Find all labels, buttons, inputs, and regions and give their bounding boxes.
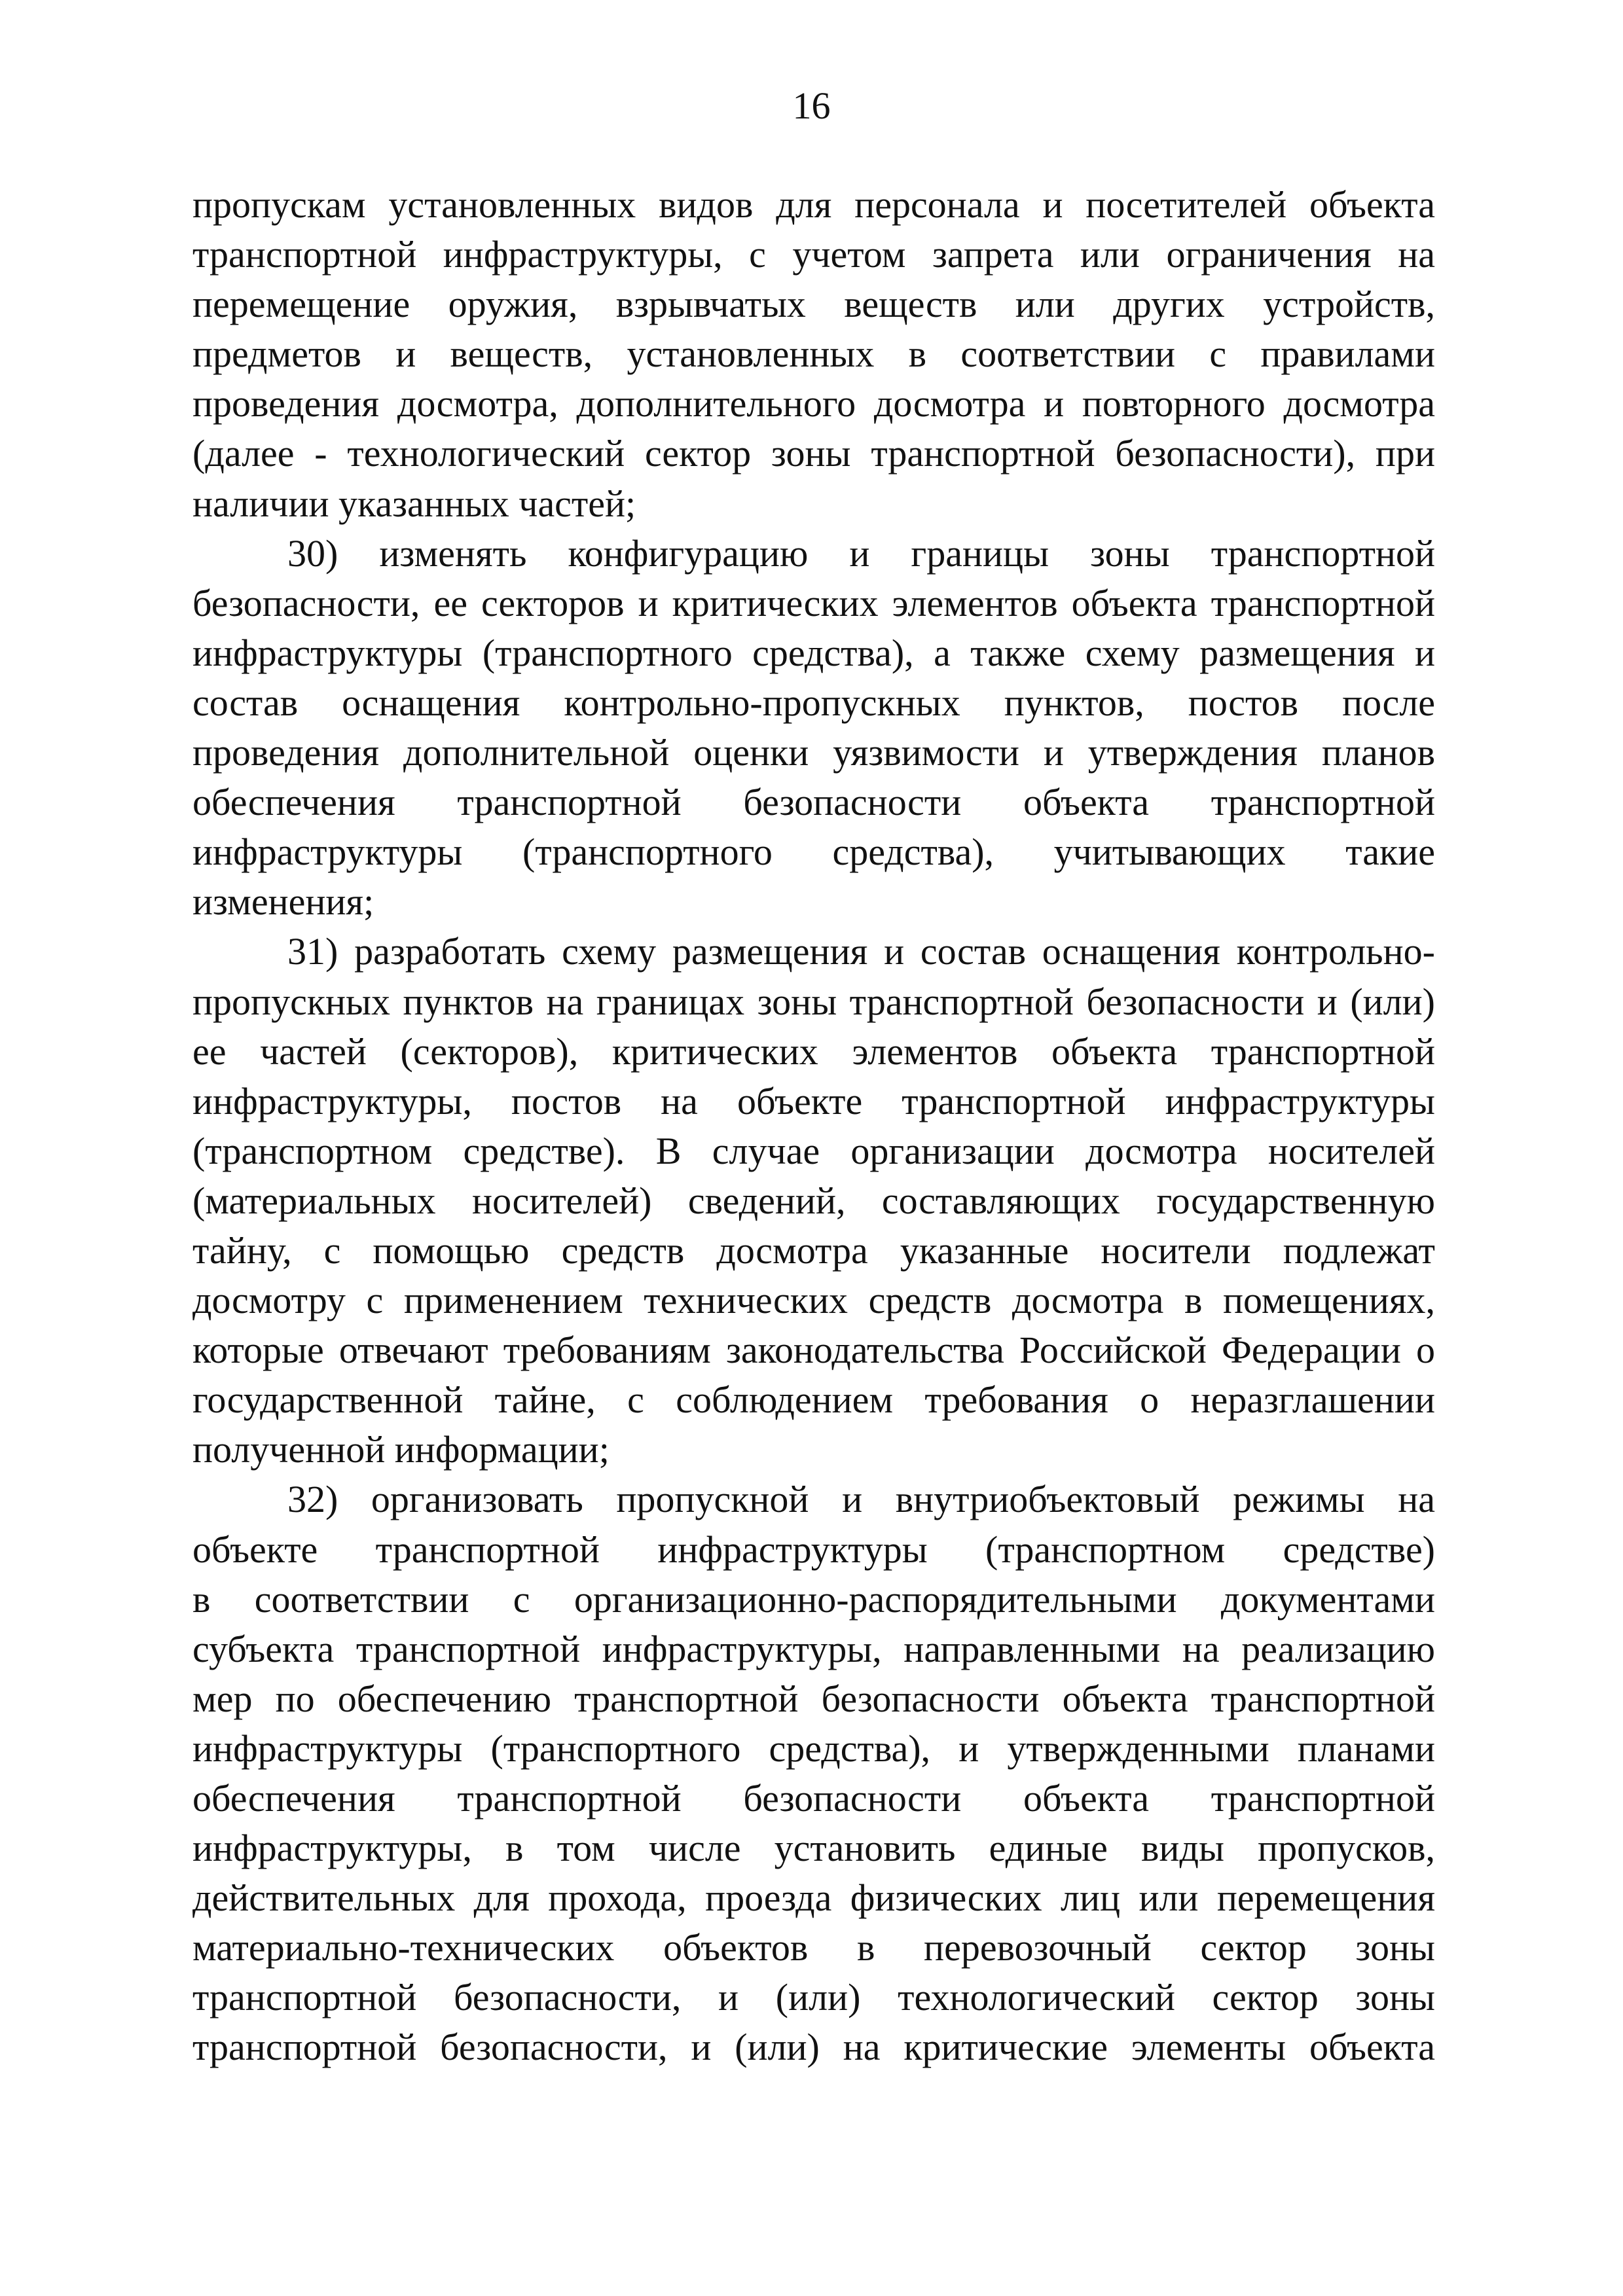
item-31-line: 31) разработать схему размещения и состав оснащения контрольно- [287, 930, 1435, 973]
page-number: 16 [792, 84, 831, 127]
text-line: транспортной безопасности, и (или) на критические элементы объекта [192, 2026, 1435, 2069]
text-line: транспортной инфраструктуры, с учетом запрета или ограничения на [192, 233, 1435, 276]
text-line: (материальных носителей) сведений, составляющих государственную [192, 1179, 1435, 1222]
text-line: проведения дополнительной оценки уязвимости и утверждения планов [192, 731, 1435, 774]
text-line: инфраструктуры (транспортного средства), а также схему размещения и [192, 631, 1435, 674]
text-line: наличии указанных частей; [192, 482, 636, 525]
text-line: состав оснащения контрольно-пропускных пунктов, постов после [192, 681, 1435, 724]
text-line: (далее - технологический сектор зоны транспортной безопасности), при [192, 432, 1435, 475]
item-32-line: 32) организовать пропускной и внутриобъектовый режимы на [287, 1478, 1435, 1521]
text-line: ее частей (секторов), критических элементов объекта транспортной [192, 1030, 1435, 1073]
text-line: субъекта транспортной инфраструктуры, направленными на реализацию [192, 1627, 1435, 1670]
text-line: безопасности, ее секторов и критических элементов объекта транспортной [192, 581, 1435, 624]
text-line: действительных для прохода, проезда физических лиц или перемещения [192, 1876, 1435, 1920]
text-line: пропускам установленных видов для персонала и посетителей объекта [192, 183, 1435, 226]
text-line: инфраструктуры, в том числе установить единые виды пропусков, [192, 1827, 1435, 1870]
text-line: инфраструктуры, постов на объекте транспортной инфраструктуры [192, 1079, 1435, 1122]
text-line: объекте транспортной инфраструктуры (транспортном средстве) [192, 1528, 1435, 1571]
text-line: инфраструктуры (транспортного средства), и утвержденными планами [192, 1727, 1435, 1770]
text-line: которые отвечают требованиям законодательства Российской Федерации о [192, 1329, 1435, 1372]
text-line: предметов и веществ, установленных в соответствии с правилами [192, 332, 1435, 376]
text-line: (транспортном средстве). В случае организации досмотра носителей [192, 1129, 1435, 1172]
text-line: проведения досмотра, дополнительного досмотра и повторного досмотра [192, 382, 1435, 425]
text-line: обеспечения транспортной безопасности объекта транспортной [192, 781, 1435, 824]
text-line: в соответствии с организационно-распорядительными документами [192, 1577, 1435, 1621]
text-line: пропускных пунктов на границах зоны транспортной безопасности и (или) [192, 980, 1435, 1023]
text-line: инфраструктуры (транспортного средства), учитывающих такие [192, 831, 1435, 874]
text-line: материально-технических объектов в перевозочный сектор зоны [192, 1926, 1435, 1969]
text-line: государственной тайне, с соблюдением требования о неразглашении [192, 1378, 1435, 1422]
text-line: транспортной безопасности, и (или) технологический сектор зоны [192, 1976, 1435, 2019]
text-line: изменения; [192, 880, 374, 924]
text-line: перемещение оружия, взрывчатых веществ или других устройств, [192, 283, 1435, 326]
item-30-line: 30) изменять конфигурацию и границы зоны транспортной [287, 531, 1435, 575]
text-line: мер по обеспечению транспортной безопасности объекта транспортной [192, 1677, 1435, 1720]
text-line: тайну, с помощью средств досмотра указанные носители подлежат [192, 1229, 1435, 1272]
text-line: обеспечения транспортной безопасности объекта транспортной [192, 1777, 1435, 1820]
text-line: досмотру с применением технических средств досмотра в помещениях, [192, 1279, 1435, 1322]
body-text [192, 180, 1435, 2073]
text-line: полученной информации; [192, 1428, 610, 1471]
